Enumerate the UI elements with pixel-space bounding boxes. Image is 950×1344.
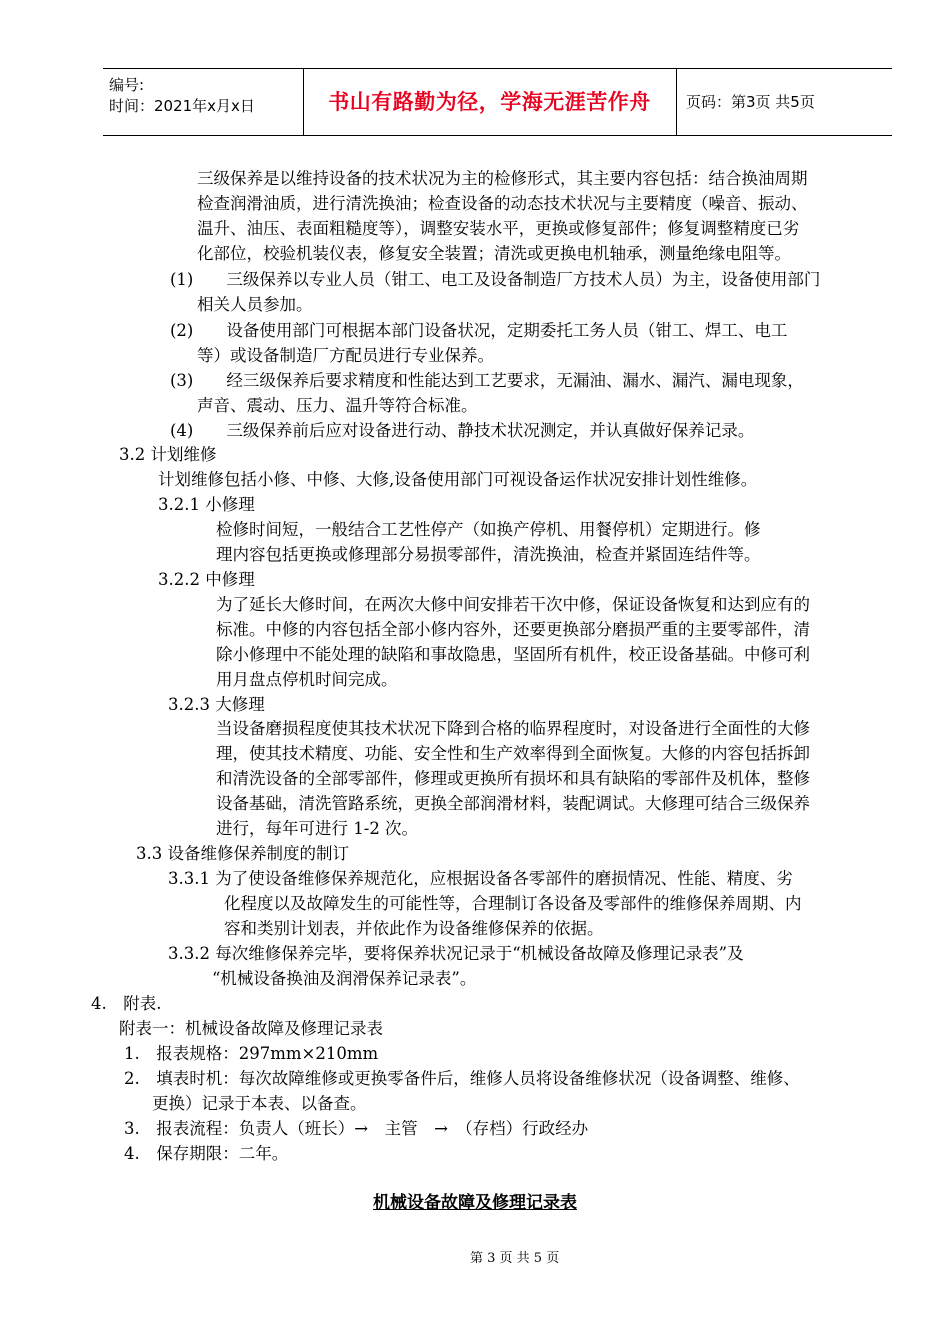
- subsection-heading: 3.2.2 中修理: [158, 570, 255, 589]
- body-line: (2) 设备使用部门可根据本部门设备状况，定期委托工务人员（钳工、焊工、电工: [170, 321, 788, 340]
- body-line: (4) 三级保养前后应对设备进行动、静技术状况测定，并认真做好保养记录。: [170, 421, 755, 440]
- body-line: 为了延长大修时间，在两次大修中间安排若干次中修，保证设备恢复和达到应有的: [216, 595, 810, 614]
- section-heading: 4. 附表.: [91, 994, 162, 1013]
- list-item: 3. 报表流程：负责人（班长）→ 主管 → （存档）行政经办: [124, 1119, 589, 1138]
- subsection-heading: 3.2.3 大修理: [168, 695, 265, 714]
- body-line: 当设备磨损程度使其技术状况下降到合格的临界程度时，对设备进行全面性的大修: [216, 719, 810, 738]
- header-page-code: 页码：第3页 共5页: [686, 93, 815, 111]
- body-line: 3.3.2 每次维修保养完毕，要将保养状况记录于“机械设备故障及修理记录表”及: [168, 944, 744, 963]
- page-footer: 第 3 页 共 5 页: [470, 1251, 560, 1266]
- body-line: 更换）记录于本表、以备查。: [152, 1094, 367, 1113]
- body-line: 标准。中修的内容包括全部小修内容外，还要更换部分磨损严重的主要零部件，清: [216, 620, 810, 639]
- header-left: [109, 75, 255, 117]
- section-heading: 3.2 计划维修: [119, 445, 217, 464]
- body-line: 除小修理中不能处理的缺陷和事故隐患，坚固所有机件，校正设备基础。中修可利: [216, 645, 810, 664]
- number-label: 编号:: [109, 76, 145, 94]
- list-item: 4. 保存期限：二年。: [124, 1144, 289, 1163]
- body-line: 附表一：机械设备故障及修理记录表: [119, 1019, 383, 1038]
- section-heading: 3.3 设备维修保养制度的制订: [136, 844, 349, 863]
- body-line: 用月盘点停机时间完成。: [216, 670, 398, 689]
- body-line: (3) 经三级保养后要求精度和性能达到工艺要求，无漏油、漏水、漏汽、漏电现象，: [170, 371, 804, 390]
- body-line: 进行，每年可进行 1-2 次。: [216, 819, 419, 838]
- body-line: 等）或设备制造厂方配员进行专业保养。: [197, 346, 494, 365]
- body-line: 化部位，校验机装仪表，修复安全装置；清洗或更换电机轴承，测量绝缘电阻等。: [197, 244, 791, 263]
- list-item: 2. 填表时机：每次故障维修或更换零备件后，维修人员将设备维修状况（设备调整、维修、: [124, 1069, 800, 1088]
- time-label: 时间：2021年x月x日: [109, 97, 255, 115]
- body-line: 相关人员参加。: [197, 295, 313, 314]
- body-line: 计划维修包括小修、中修、大修,设备使用部门可视设备运作状况安排计划性维修。: [158, 470, 758, 489]
- body-line: (1) 三级保养以专业人员（钳工、电工及设备制造厂方技术人员）为主，设备使用部门: [170, 270, 821, 289]
- body-line: 温升、油压、表面粗糙度等），调整安装水平，更换或修复部件；修复调整精度已劣: [197, 219, 800, 238]
- body-line: 检查润滑油质，进行清洗换油；检查设备的动态技术状况与主要精度（噪音、振动、: [197, 194, 808, 213]
- body-line: 检修时间短，一般结合工艺性停产（如换产停机、用餐停机）定期进行。修: [216, 520, 761, 539]
- table-title: 机械设备故障及修理记录表: [373, 1193, 577, 1213]
- body-line: 设备基础，清洗管路系统，更换全部润滑材料，装配调试。大修理可结合三级保养: [216, 794, 810, 813]
- page-header: [103, 68, 892, 136]
- body-line: 化程度以及故障发生的可能性等，合理制订各设备及零部件的维修保养周期、内: [224, 894, 802, 913]
- list-item: 1. 报表规格：297mm×210mm: [124, 1044, 379, 1063]
- subsection-heading: 3.2.1 小修理: [158, 495, 255, 514]
- body-line: 和清洗设备的全部零部件，修理或更换所有损坏和具有缺陷的零部件及机体，整修: [216, 769, 810, 788]
- body-line: 理内容包括更换或修理部分易损零部件，清洗换油，检查并紧固连结件等。: [216, 545, 761, 564]
- body-line: 容和类别计划表，并依此作为设备维修保养的依据。: [224, 919, 604, 938]
- body-line: 3.3.1 为了使设备维修保养规范化，应根据设备各零部件的磨损情况、性能、精度、劣: [168, 869, 793, 888]
- body-line: 三级保养是以维持设备的技术状况为主的检修形式，其主要内容包括：结合换油周期: [197, 169, 808, 188]
- body-line: 声音、震动、压力、温升等符合标准。: [197, 396, 478, 415]
- body-line: 理，使其技术精度、功能、安全性和生产效率得到全面恢复。大修的内容包括拆卸: [216, 744, 810, 763]
- body-line: “机械设备换油及润滑保养记录表”。: [212, 969, 477, 988]
- header-motto: 书山有路勤为径，学海无涯苦作舟: [328, 90, 651, 114]
- header-divider: [676, 69, 677, 135]
